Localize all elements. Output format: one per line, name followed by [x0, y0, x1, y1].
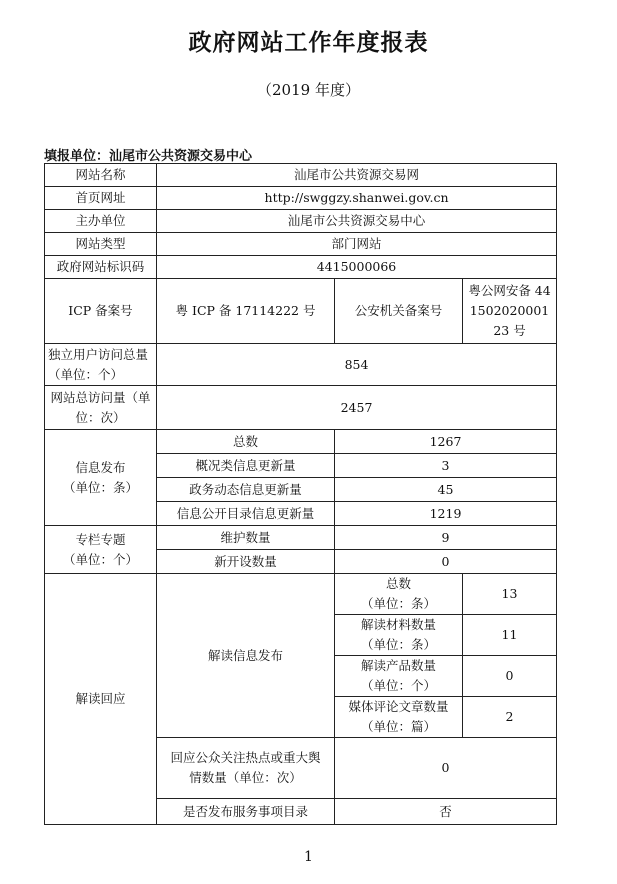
info-total-value: 1267 — [335, 430, 557, 454]
table-row — [45, 187, 557, 210]
table-row — [45, 256, 557, 279]
homepage-label: 首页网址 — [45, 187, 157, 210]
info-open-label: 信息公开目录信息更新量 — [157, 502, 335, 526]
table-row — [45, 210, 557, 233]
service-catalog-value: 否 — [335, 799, 557, 825]
interp-product-value: 0 — [463, 656, 557, 697]
unique-visitors-label: 独立用户访问总量（单位：个） — [45, 344, 157, 386]
interp-material-title: 解读材料数量 — [360, 617, 436, 632]
table-row — [45, 574, 557, 615]
icp-value: 粤 ICP 备 17114222 号 — [157, 279, 335, 344]
sponsor-value: 汕尾市公共资源交易中心 — [157, 210, 557, 233]
info-overview-label: 概况类信息更新量 — [157, 454, 335, 478]
unique-visitors-value: 854 — [157, 344, 557, 386]
page-views-label: 网站总访问量（单位：次） — [45, 386, 157, 430]
report-year: （2019 年度） — [257, 81, 360, 99]
interp-total-value: 13 — [463, 574, 557, 615]
site-type-label: 网站类型 — [45, 233, 157, 256]
info-publish-unit: （单位：条） — [62, 479, 138, 495]
icp-label: ICP 备案号 — [45, 279, 157, 344]
site-id-value: 4415000066 — [157, 256, 557, 279]
info-news-value: 45 — [335, 478, 557, 502]
sponsor-label: 主办单位 — [45, 210, 157, 233]
service-catalog-label: 是否发布服务事项目录 — [157, 799, 335, 825]
interp-media-value: 2 — [463, 697, 557, 738]
police-record-value: 粤公网安备 44150202000123 号 — [463, 279, 557, 344]
table-row — [45, 279, 557, 344]
site-id-label: 政府网站标识码 — [45, 256, 157, 279]
column-topic-unit: （单位：个） — [62, 551, 138, 567]
column-topic-title: 专栏专题 — [75, 531, 126, 547]
interp-media-title: 媒体评论文章数量 — [348, 699, 449, 714]
interp-media-label — [335, 697, 463, 738]
info-publish-label — [45, 430, 157, 526]
info-overview-value: 3 — [335, 454, 557, 478]
report-table — [44, 163, 557, 825]
table-row — [45, 386, 557, 430]
column-maint-value: 9 — [335, 526, 557, 550]
page-views-value: 2457 — [157, 386, 557, 430]
table-row — [45, 164, 557, 187]
table-row — [45, 233, 557, 256]
column-new-value: 0 — [335, 550, 557, 574]
interp-total-title: 总数 — [385, 576, 411, 591]
hotspot-value: 0 — [335, 738, 557, 799]
report-title: 政府网站工作年度报表 — [188, 30, 429, 56]
homepage-value: http://swggzy.shanwei.gov.cn — [157, 187, 557, 210]
table-row — [45, 344, 557, 386]
interp-material-value: 11 — [463, 615, 557, 656]
police-record-label: 公安机关备案号 — [335, 279, 463, 344]
column-maint-label: 维护数量 — [157, 526, 335, 550]
interpretation-label: 解读回应 — [45, 574, 157, 825]
info-total-label: 总数 — [157, 430, 335, 454]
interp-product-title: 解读产品数量 — [360, 658, 436, 673]
interp-media-unit: （单位：篇） — [360, 719, 436, 734]
site-name-value: 汕尾市公共资源交易网 — [157, 164, 557, 187]
reporting-unit: 填报单位：汕尾市公共资源交易中心 — [44, 149, 253, 164]
table-row — [45, 526, 557, 550]
info-open-value: 1219 — [335, 502, 557, 526]
interp-total-label — [335, 574, 463, 615]
column-new-label: 新开设数量 — [157, 550, 335, 574]
interp-publish-label: 解读信息发布 — [157, 574, 335, 738]
info-news-label: 政务动态信息更新量 — [157, 478, 335, 502]
info-publish-title: 信息发布 — [75, 459, 126, 475]
column-topic-label — [45, 526, 157, 574]
interp-material-label — [335, 615, 463, 656]
interp-total-unit: （单位：条） — [360, 596, 436, 611]
table-row — [45, 430, 557, 454]
site-type-value: 部门网站 — [157, 233, 557, 256]
interp-product-unit: （单位：个） — [360, 678, 436, 693]
site-name-label: 网站名称 — [45, 164, 157, 187]
page-number: 1 — [304, 849, 313, 865]
interp-material-unit: （单位：条） — [360, 637, 436, 652]
interp-product-label — [335, 656, 463, 697]
hotspot-label: 回应公众关注热点或重大舆情数量（单位：次） — [157, 738, 335, 799]
